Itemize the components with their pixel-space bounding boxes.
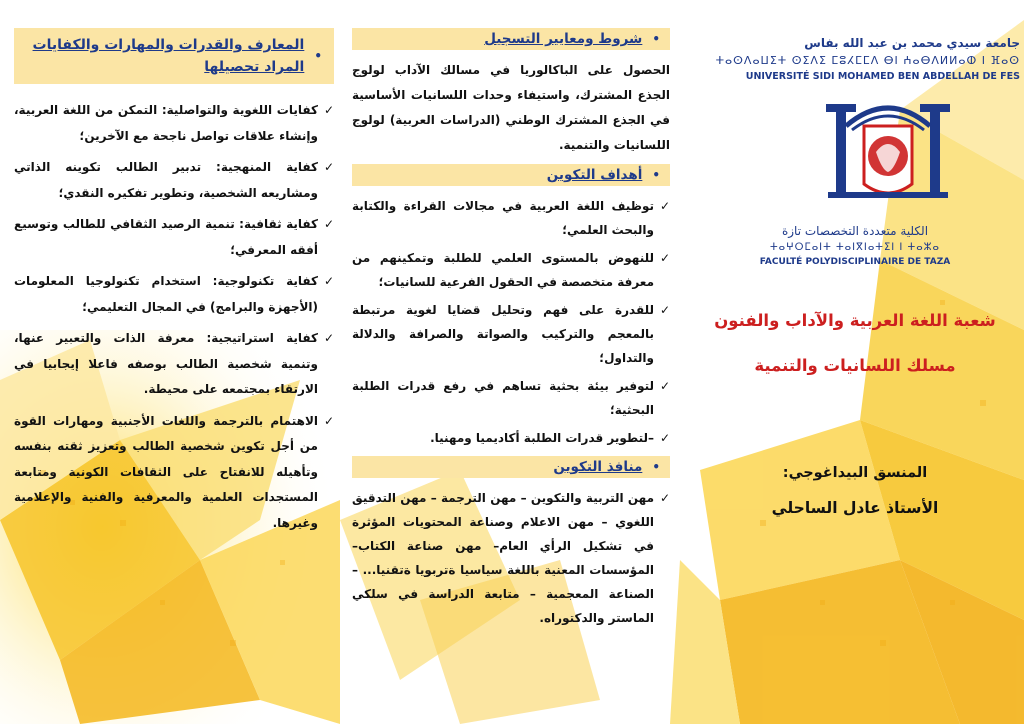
check-icon: ✓ <box>659 199 670 213</box>
check-icon: ✓ <box>659 491 670 505</box>
competencies-title: المعارف والقدرات والمهارات والكفايات المراد تحصيلها <box>32 37 305 75</box>
list-item: ✓ مهن التربية والتكوين – مهن الترجمة – مهن التدقيق اللغوي – مهن الاعلام وصناعة المحتويات المؤثرة في تشكيل الرأي العام– مهن صناعة الكتاب– المؤسسات المعنية باللغة سياسيا ةتربويا ةتقنيا... – الصناعة المعجمية – متابعة الدراسة في سلكي الماستر والدكتوراه. <box>352 486 670 630</box>
check-icon: ✓ <box>323 217 334 231</box>
university-name-arabic: جامعة سيدي محمد بن عبد الله بفاس <box>804 36 1020 50</box>
objectives-heading <box>352 164 670 186</box>
admission-heading <box>352 28 670 50</box>
competencies-heading <box>14 28 334 84</box>
outlets-heading <box>352 456 670 478</box>
faculty-name-tamazight: ⵜⴰⵖⵔⵎⴰⵏⵜ ⵜⴰⵏⴳⵏⴰⵜⵉⵏ ⵏ ⵜⴰⵣⴰ <box>769 242 941 253</box>
check-icon: ✓ <box>659 431 670 445</box>
list-item: ✓ –لتطوير قدرات الطلبة أكاديميا ومهنيا. <box>352 426 670 450</box>
list-item: ✓ كفاية ثقافية: تنمية الرصيد الثقافي للطالب وتوسيع أفقه المعرفي؛ <box>14 212 334 263</box>
track-title: مسلك اللسانيات والتنمية <box>754 356 956 375</box>
admission-title: شروط ومعايير التسجيل <box>484 31 643 47</box>
check-icon: ✓ <box>659 379 670 393</box>
faculty-name-arabic: الكلية متعددة التخصصات تازة <box>781 224 929 238</box>
list-item: ✓ الاهتمام بالترجمة واللغات الأجنبية ومهارات القوة من أجل تكوين شخصية الطالب وتعزيز ثقته بنفسه وتأهيله للانفتاح على الثقافات الكونية ومتابعة المستجدات العلمية والمعرفية والفنية والإعلامية وغيرها. <box>14 409 334 537</box>
outlets-list <box>352 486 670 630</box>
outlets-title: منافذ التكوين <box>553 459 643 475</box>
list-item: ✓ كفاية تكنولوجية: استخدام تكنولوجيا المعلومات (الأجهزة والبرامج) في المجال التعليمي؛ <box>14 269 334 320</box>
admission-text: الحصول على الباكالوريا في مسالك الآداب لولوج الجذع المشترك، واستيفاء وحدات اللسانيات الأساسية في الجذع المشترك الوطني (الدراسات العربية) لولوج اللسانيات والتنمية. <box>352 63 670 152</box>
coordinator-name: الأستاذ عادل الساحلي <box>771 499 939 517</box>
bullet-icon: • <box>652 168 660 182</box>
check-icon: ✓ <box>659 251 670 265</box>
objectives-title: أهداف التكوين <box>546 167 643 183</box>
competencies-panel <box>14 28 334 542</box>
check-icon: ✓ <box>323 103 334 117</box>
check-icon: ✓ <box>323 274 334 288</box>
competencies-list <box>14 98 334 536</box>
objectives-list <box>352 194 670 450</box>
bullet-icon: • <box>652 32 660 46</box>
list-item: ✓ كفاية استراتيجية: معرفة الذات والتعبير عنها، وتنمية شخصية الطالب بوصفه فاعلا إيجابيا في الارتقاء بمجتمعه على محيطة. <box>14 326 334 403</box>
check-icon: ✓ <box>323 413 334 428</box>
check-icon: ✓ <box>323 331 334 345</box>
list-item: ✓ للقدرة على فهم وتحليل قضايا لغوية مرتبطة بالمعجم والتركيب والصواتة والصرافة والدلالة والتداول؛ <box>352 298 670 370</box>
department-title: شعبة اللغة العربية والآداب والفنون <box>714 311 996 330</box>
bullet-icon: • <box>652 460 660 474</box>
program-details-panel <box>352 28 670 634</box>
faculty-name-french: FACULTÉ POLYDISCIPLINAIRE DE TAZA <box>759 257 951 267</box>
check-icon: ✓ <box>323 160 334 174</box>
university-name-tamazight: ⵜⴰⵙⴷⴰⵡⵉⵜ ⵙⵉⴷⵉ ⵎⵓⵃⵎⵎⴷ ⴱⵏ ⵄⴰⴱⴷⵍⵍⴰⵀ ⵏ ⴼⴰⵙ <box>715 54 1020 67</box>
list-item: ✓ للنهوض بالمستوى العلمي للطلبة وتمكينهم من معرفة متخصصة في الحقول الفرعية للسانيات؛ <box>352 246 670 294</box>
coordinator-label: المنسق البيداغوجي: <box>782 465 928 481</box>
bullet-icon: • <box>314 49 322 63</box>
check-icon: ✓ <box>659 303 670 317</box>
university-emblem-icon <box>824 96 952 204</box>
list-item: ✓ كفاية المنهجية: تدبير الطالب تكوينه الذاتي ومشاريعه الشخصية، وتطوير تفكيره النقدي؛ <box>14 155 334 206</box>
list-item: ✓ كفايات اللغوية والتواصلية: التمكن من اللغة العربية، وإنشاء علاقات تواصل ناجحة مع الآخرين؛ <box>14 98 334 149</box>
university-name-french: UNIVERSITÉ SIDI MOHAMED BEN ABDELLAH DE FES <box>745 71 1020 82</box>
list-item: ✓ لتوفير بيئة بحثية تساهم في رفع قدرات الطلبة البحثية؛ <box>352 374 670 422</box>
cover-panel <box>690 28 1020 517</box>
list-item: ✓ توظيف اللغة العربية في مجالات القراءة والكتابة والبحث العلمي؛ <box>352 194 670 242</box>
